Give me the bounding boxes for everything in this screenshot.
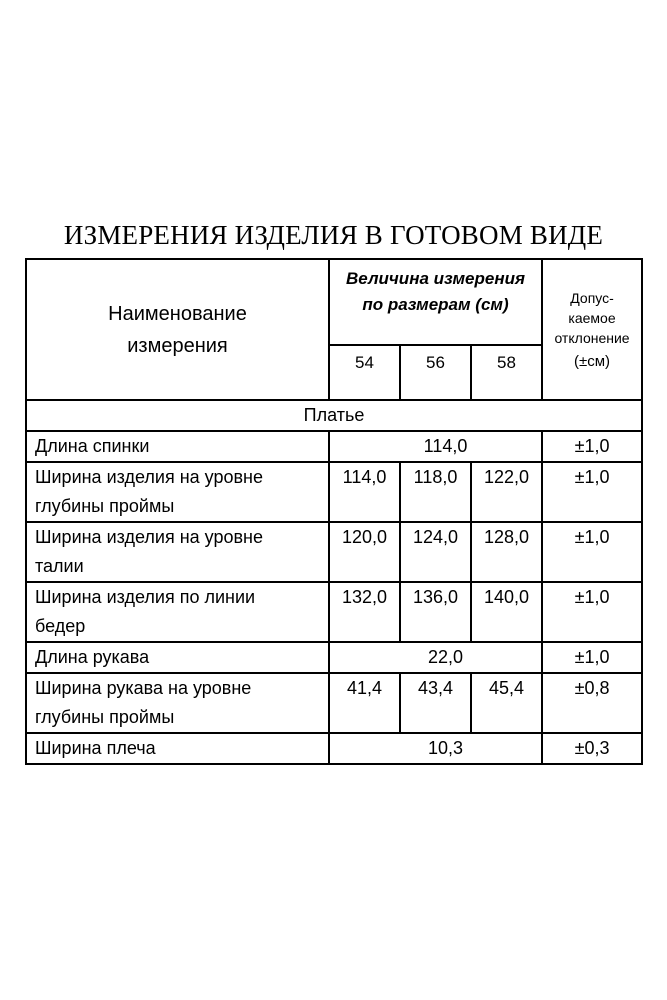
table-row	[26, 642, 642, 673]
table-row	[26, 431, 642, 462]
header-tolerance-line3: отклонение	[554, 329, 630, 346]
row-tolerance: ±1,0	[542, 522, 642, 582]
table-row	[26, 462, 642, 522]
row-name-line2: глубины проймы	[35, 496, 175, 516]
row-value-58: 140,0	[471, 582, 542, 642]
row-name-line1: Ширина изделия по линии	[35, 587, 256, 607]
header-row	[26, 259, 642, 345]
row-tolerance: ±0,8	[542, 673, 642, 733]
row-tolerance: ±0,3	[542, 733, 642, 764]
row-name-line1: Ширина изделия на уровне	[35, 467, 263, 487]
table-row	[26, 733, 642, 764]
table-row	[26, 522, 642, 582]
row-name-line1: Длина рукава	[35, 647, 150, 667]
section-row	[26, 400, 642, 431]
row-name	[26, 673, 329, 733]
row-value-merged: 114,0	[329, 431, 542, 462]
row-value-56: 43,4	[400, 673, 471, 733]
row-name	[26, 462, 329, 522]
header-name-line2: измерения	[127, 334, 228, 357]
row-value-56: 118,0	[400, 462, 471, 522]
section-label: Платье	[26, 400, 642, 431]
row-name-line2: талии	[35, 556, 84, 576]
row-value-merged: 22,0	[329, 642, 542, 673]
row-value-58: 45,4	[471, 673, 542, 733]
header-tolerance-line1: Допус-	[570, 289, 614, 306]
row-name	[26, 582, 329, 642]
header-name-cell	[26, 259, 329, 400]
row-name	[26, 522, 329, 582]
table-row	[26, 582, 642, 642]
row-value-58: 122,0	[471, 462, 542, 522]
row-tolerance: ±1,0	[542, 582, 642, 642]
row-name	[26, 733, 329, 764]
table-row	[26, 673, 642, 733]
page-title: ИЗМЕРЕНИЯ ИЗДЕЛИЯ В ГОТОВОМ ВИДЕ	[63, 220, 604, 250]
row-name-line2: бедер	[35, 616, 86, 636]
header-size-group	[329, 259, 542, 345]
row-value-54: 41,4	[329, 673, 400, 733]
row-tolerance: ±1,0	[542, 431, 642, 462]
row-value-merged: 10,3	[329, 733, 542, 764]
row-name	[26, 431, 329, 462]
row-value-54: 114,0	[329, 462, 400, 522]
row-tolerance: ±1,0	[542, 462, 642, 522]
row-value-58: 128,0	[471, 522, 542, 582]
header-tolerance-cell	[542, 259, 642, 400]
row-name-line1: Ширина изделия на уровне	[35, 527, 263, 547]
header-tolerance-line4: (±см)	[574, 352, 611, 370]
row-tolerance: ±1,0	[542, 642, 642, 673]
row-value-56: 124,0	[400, 522, 471, 582]
size-58: 58	[471, 345, 542, 400]
row-value-56: 136,0	[400, 582, 471, 642]
row-name-line2: глубины проймы	[35, 707, 175, 727]
row-name	[26, 642, 329, 673]
header-name-line1: Наименование	[108, 302, 247, 325]
size-54: 54	[329, 345, 400, 400]
row-name-line1: Ширина плеча	[35, 738, 156, 758]
row-value-54: 132,0	[329, 582, 400, 642]
row-name-line1: Длина спинки	[35, 436, 150, 456]
row-value-54: 120,0	[329, 522, 400, 582]
header-group-line2: по размерам (см)	[362, 295, 509, 314]
header-tolerance-line2: каемое	[568, 309, 616, 326]
measurements-table	[25, 258, 643, 765]
row-name-line1: Ширина рукава на уровне	[35, 678, 252, 698]
size-56: 56	[400, 345, 471, 400]
header-group-line1: Величина измерения	[346, 269, 526, 288]
